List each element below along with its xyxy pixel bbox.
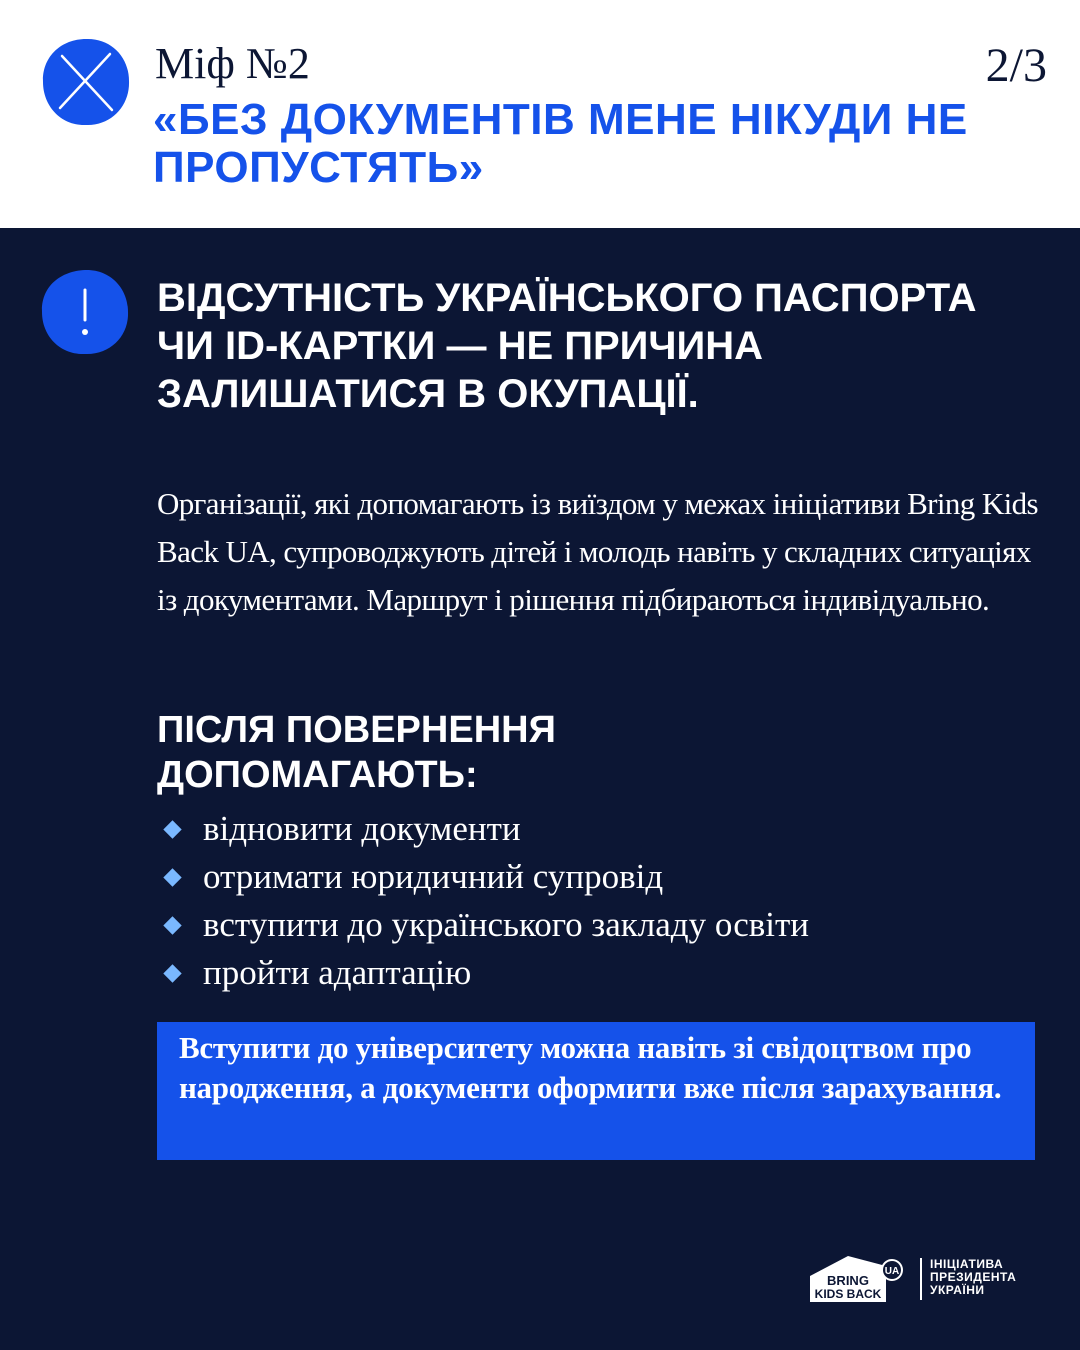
- bring-kids-back-logo: [808, 1252, 1038, 1306]
- diamond-bullet-icon: [163, 868, 181, 886]
- exclamation-icon: [40, 268, 130, 356]
- list-item: [160, 901, 809, 949]
- diamond-bullet-icon: [163, 964, 181, 982]
- president-line2: ПРЕЗИДЕНТА: [930, 1270, 1017, 1284]
- logo-line2: KIDS BACK: [814, 1287, 882, 1301]
- diamond-bullet-icon: [163, 916, 181, 934]
- house-logo-icon: [808, 1252, 910, 1306]
- logo-line1: BRING: [827, 1273, 869, 1288]
- main-headline: ВІДСУТНІСТЬ УКРАЇНСЬКОГО ПАСПОРТА ЧИ ID-КАРТКИ — НЕ ПРИЧИНА ЗАЛИШАТИСЯ В ОКУПАЦІЇ.: [157, 276, 977, 416]
- list-item: [160, 949, 809, 997]
- president-line3: УКРАЇНИ: [930, 1283, 985, 1297]
- myth-label: Міф №2: [155, 39, 310, 88]
- list-item-text: отримати юридичний супровід: [203, 857, 664, 896]
- university-note: Вступити до університету можна навіть зі свідоцтвом про народження, а документи оформити вже після зарахування.: [157, 1022, 1035, 1160]
- page-indicator: 2/3: [985, 39, 1047, 92]
- logo-badge: UA: [884, 1266, 900, 1277]
- body-paragraph: Організації, які допомагають із виїздом у межах ініціативи Bring Kids Back UA, супроводжують дітей і молодь навіть у складних ситуаціях із документами. Маршрут і рішення підбираються індивідуально.: [157, 486, 1039, 617]
- header-section: [0, 0, 1080, 228]
- list-item: [160, 853, 809, 901]
- diamond-bullet-icon: [163, 820, 181, 838]
- list-item-text: вступити до українського закладу освіти: [203, 905, 810, 944]
- logo-divider: [920, 1258, 922, 1300]
- list-item-text: пройти адаптацію: [203, 953, 472, 992]
- help-list: [160, 805, 809, 997]
- after-return-heading: ПІСЛЯ ПОВЕРНЕННЯ ДОПОМАГАЮТЬ:: [157, 709, 556, 796]
- myth-title: «БЕЗ ДОКУМЕНТІВ МЕНЕ НІКУДИ НЕ ПРОПУСТЯТЬ»: [153, 95, 968, 192]
- x-mark-icon: [40, 36, 132, 128]
- list-item: [160, 805, 809, 853]
- president-initiative-label: [930, 1258, 1016, 1297]
- president-line1: ІНІЦІАТИВА: [930, 1257, 1004, 1271]
- list-item-text: відновити документи: [203, 809, 521, 848]
